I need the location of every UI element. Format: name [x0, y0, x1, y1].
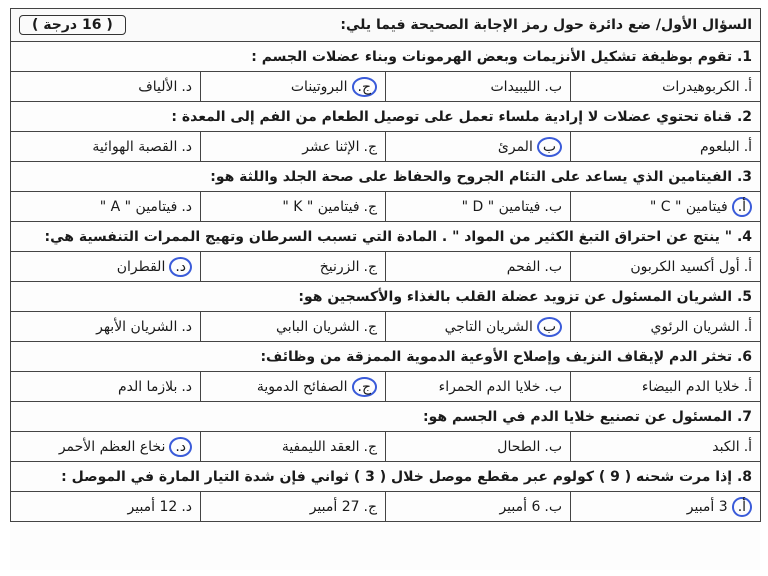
answer-text: الكربوهيدرات	[662, 78, 740, 95]
answer-text: القصبة الهوائية	[92, 138, 178, 155]
answer-text: الألياف	[138, 78, 178, 95]
answer-text: البروتينات	[290, 78, 348, 95]
answer-option[interactable]	[11, 372, 201, 402]
answer-option[interactable]	[201, 372, 386, 402]
circled-answer-letter: ب	[537, 317, 562, 337]
question-row	[11, 222, 761, 252]
answer-text: الفحم	[506, 258, 541, 275]
answer-letter: ج.	[363, 318, 378, 335]
answer-text: 3 أمبير	[686, 498, 728, 515]
answer-letter: ج.	[363, 138, 378, 155]
answer-text: الشريان الأبهر	[96, 318, 178, 335]
answer-row	[11, 132, 761, 162]
answer-letter: أ.	[743, 318, 753, 335]
question-row	[11, 342, 761, 372]
question-row	[11, 282, 761, 312]
answer-option[interactable]	[571, 432, 761, 462]
answer-letter: ج.	[363, 498, 378, 515]
answer-text: فيتامين " C "	[649, 198, 728, 215]
answer-option[interactable]	[386, 372, 571, 402]
answer-option[interactable]	[386, 72, 571, 102]
answer-text: 6 أمبير	[499, 498, 541, 515]
answer-text: فيتامين " D "	[461, 198, 541, 215]
answer-option[interactable]	[11, 432, 201, 462]
answer-text: الطحال	[497, 438, 541, 455]
answer-letter: ب.	[544, 438, 563, 455]
answer-text: فيتامين " A "	[99, 198, 178, 215]
question-text: 4. " ينتج عن احتراق التبغ الكثير من المواد " . المادة التي تسبب السرطان وتهيج الممرات التنفسية هي:	[11, 222, 761, 252]
circled-answer-letter: ج.	[352, 377, 378, 397]
answer-option[interactable]	[386, 432, 571, 462]
answer-option[interactable]	[11, 192, 201, 222]
answer-letter: د.	[181, 78, 193, 95]
circled-answer-letter: د.	[169, 437, 192, 457]
answer-option[interactable]	[571, 192, 761, 222]
answer-row	[11, 492, 761, 522]
answer-row	[11, 372, 761, 402]
answer-option[interactable]	[201, 72, 386, 102]
circled-answer-letter: د.	[169, 257, 192, 277]
question-text: 6. تخثر الدم لإيقاف النزيف وإصلاح الأوعية الدموية الممزقة من وظائف:	[11, 342, 761, 372]
answer-text: الشريان الرئوي	[650, 318, 740, 335]
answer-text: بلازما الدم	[117, 378, 178, 395]
answer-option[interactable]	[571, 132, 761, 162]
question-text: 8. إذا مرت شحنه ( 9 ) كولوم عبر مقطع موصل خلال ( 3 ) ثواني فإن شدة التيار المارة في الموصل :	[11, 462, 761, 492]
answer-letter: أ.	[743, 138, 753, 155]
answer-text: الكبد	[712, 438, 740, 455]
answer-text: 12 أمبير	[127, 498, 178, 515]
answer-letter: ب.	[544, 258, 563, 275]
grade-badge: ( 16 درجة )	[19, 15, 126, 35]
answer-row	[11, 192, 761, 222]
question-text: 7. المسئول عن تصنيع خلايا الدم في الجسم هو:	[11, 402, 761, 432]
answer-letter: ب.	[544, 498, 563, 515]
question-row	[11, 462, 761, 492]
answer-letter: ج.	[363, 438, 378, 455]
answer-option[interactable]	[571, 312, 761, 342]
answer-option[interactable]	[201, 432, 386, 462]
answer-letter: ب.	[544, 198, 563, 215]
answer-letter: ب.	[544, 78, 563, 95]
answer-letter: أ.	[743, 258, 753, 275]
question-text: 3. الفيتامين الذي يساعد على التئام الجروح والحفاظ على صحة الجلد واللثة هو:	[11, 162, 761, 192]
circled-answer-letter: أ.	[732, 497, 752, 517]
answer-text: نخاع العظم الأحمر	[58, 438, 166, 455]
answer-letter: د.	[181, 138, 193, 155]
answer-option[interactable]	[201, 312, 386, 342]
answer-option[interactable]	[386, 312, 571, 342]
answer-row	[11, 72, 761, 102]
question-row	[11, 402, 761, 432]
answer-option[interactable]	[386, 192, 571, 222]
answer-letter: أ.	[743, 78, 753, 95]
answer-option[interactable]	[201, 192, 386, 222]
answer-text: الشريان التاجي	[444, 318, 533, 335]
answer-text: أول أكسيد الكربون	[630, 258, 740, 275]
answer-text: الشريان البابي	[276, 318, 360, 335]
answer-option[interactable]	[11, 72, 201, 102]
circled-answer-letter: ب	[537, 137, 562, 157]
circled-answer-letter: أ.	[732, 197, 752, 217]
answer-option[interactable]	[11, 132, 201, 162]
answer-text: القطران	[116, 258, 166, 275]
answer-text: فيتامين " K "	[282, 198, 360, 215]
answer-text: 27 أمبير	[309, 498, 360, 515]
answer-text: الزرنيخ	[319, 258, 360, 275]
answer-letter: أ.	[743, 438, 753, 455]
answer-text: خلايا الدم البيضاء	[641, 378, 740, 395]
question-text: 5. الشريان المسئول عن تزويد عضلة القلب بالغذاء والأكسجين هو:	[11, 282, 761, 312]
answer-row	[11, 252, 761, 282]
exam-table	[10, 8, 761, 522]
answer-letter: ب.	[544, 378, 563, 395]
answer-letter: د.	[181, 378, 193, 395]
exam-sheet	[10, 8, 760, 570]
answer-option[interactable]	[571, 252, 761, 282]
answer-text: خلايا الدم الحمراء	[438, 378, 541, 395]
question-row	[11, 162, 761, 192]
answer-text: الليبيدات	[490, 78, 541, 95]
answer-text: المرئ	[497, 138, 533, 155]
answer-letter: ج.	[363, 258, 378, 275]
answer-option[interactable]	[11, 492, 201, 522]
question-text: 2. قناة تحتوي عضلات لا إرادية ملساء تعمل على توصيل الطعام من الفم إلى المعدة :	[11, 102, 761, 132]
answer-option[interactable]	[386, 252, 571, 282]
answer-text: الصفائح الدموية	[256, 378, 348, 395]
question-row	[11, 102, 761, 132]
answer-letter: أ.	[743, 378, 753, 395]
answer-row	[11, 312, 761, 342]
answer-option[interactable]	[386, 492, 571, 522]
answer-option[interactable]	[11, 252, 201, 282]
answer-option[interactable]	[386, 132, 571, 162]
answer-letter: ج.	[363, 198, 378, 215]
answer-option[interactable]	[571, 492, 761, 522]
answer-letter: د.	[181, 498, 193, 515]
answer-text: العقد الليمفية	[281, 438, 360, 455]
section-title: السؤال الأول/ ضع دائرة حول رمز الإجابة الصحيحة فيما يلي:	[340, 17, 753, 33]
answer-row	[11, 432, 761, 462]
question-row	[11, 42, 761, 72]
answer-option[interactable]	[201, 132, 386, 162]
circled-answer-letter: ج.	[352, 77, 378, 97]
answer-letter: د.	[181, 318, 193, 335]
answer-letter: د.	[181, 198, 193, 215]
answer-option[interactable]	[201, 252, 386, 282]
answer-option[interactable]	[11, 312, 201, 342]
answer-option[interactable]	[201, 492, 386, 522]
question-text: 1. تقوم بوظيفة تشكيل الأنزيمات وبعض الهرمونات وبناء عضلات الجسم :	[11, 42, 761, 72]
answer-option[interactable]	[571, 72, 761, 102]
answer-text: الإثنا عشر	[302, 138, 360, 155]
header-row	[11, 9, 761, 42]
answer-text: البلعوم	[700, 138, 740, 155]
answer-option[interactable]	[571, 372, 761, 402]
